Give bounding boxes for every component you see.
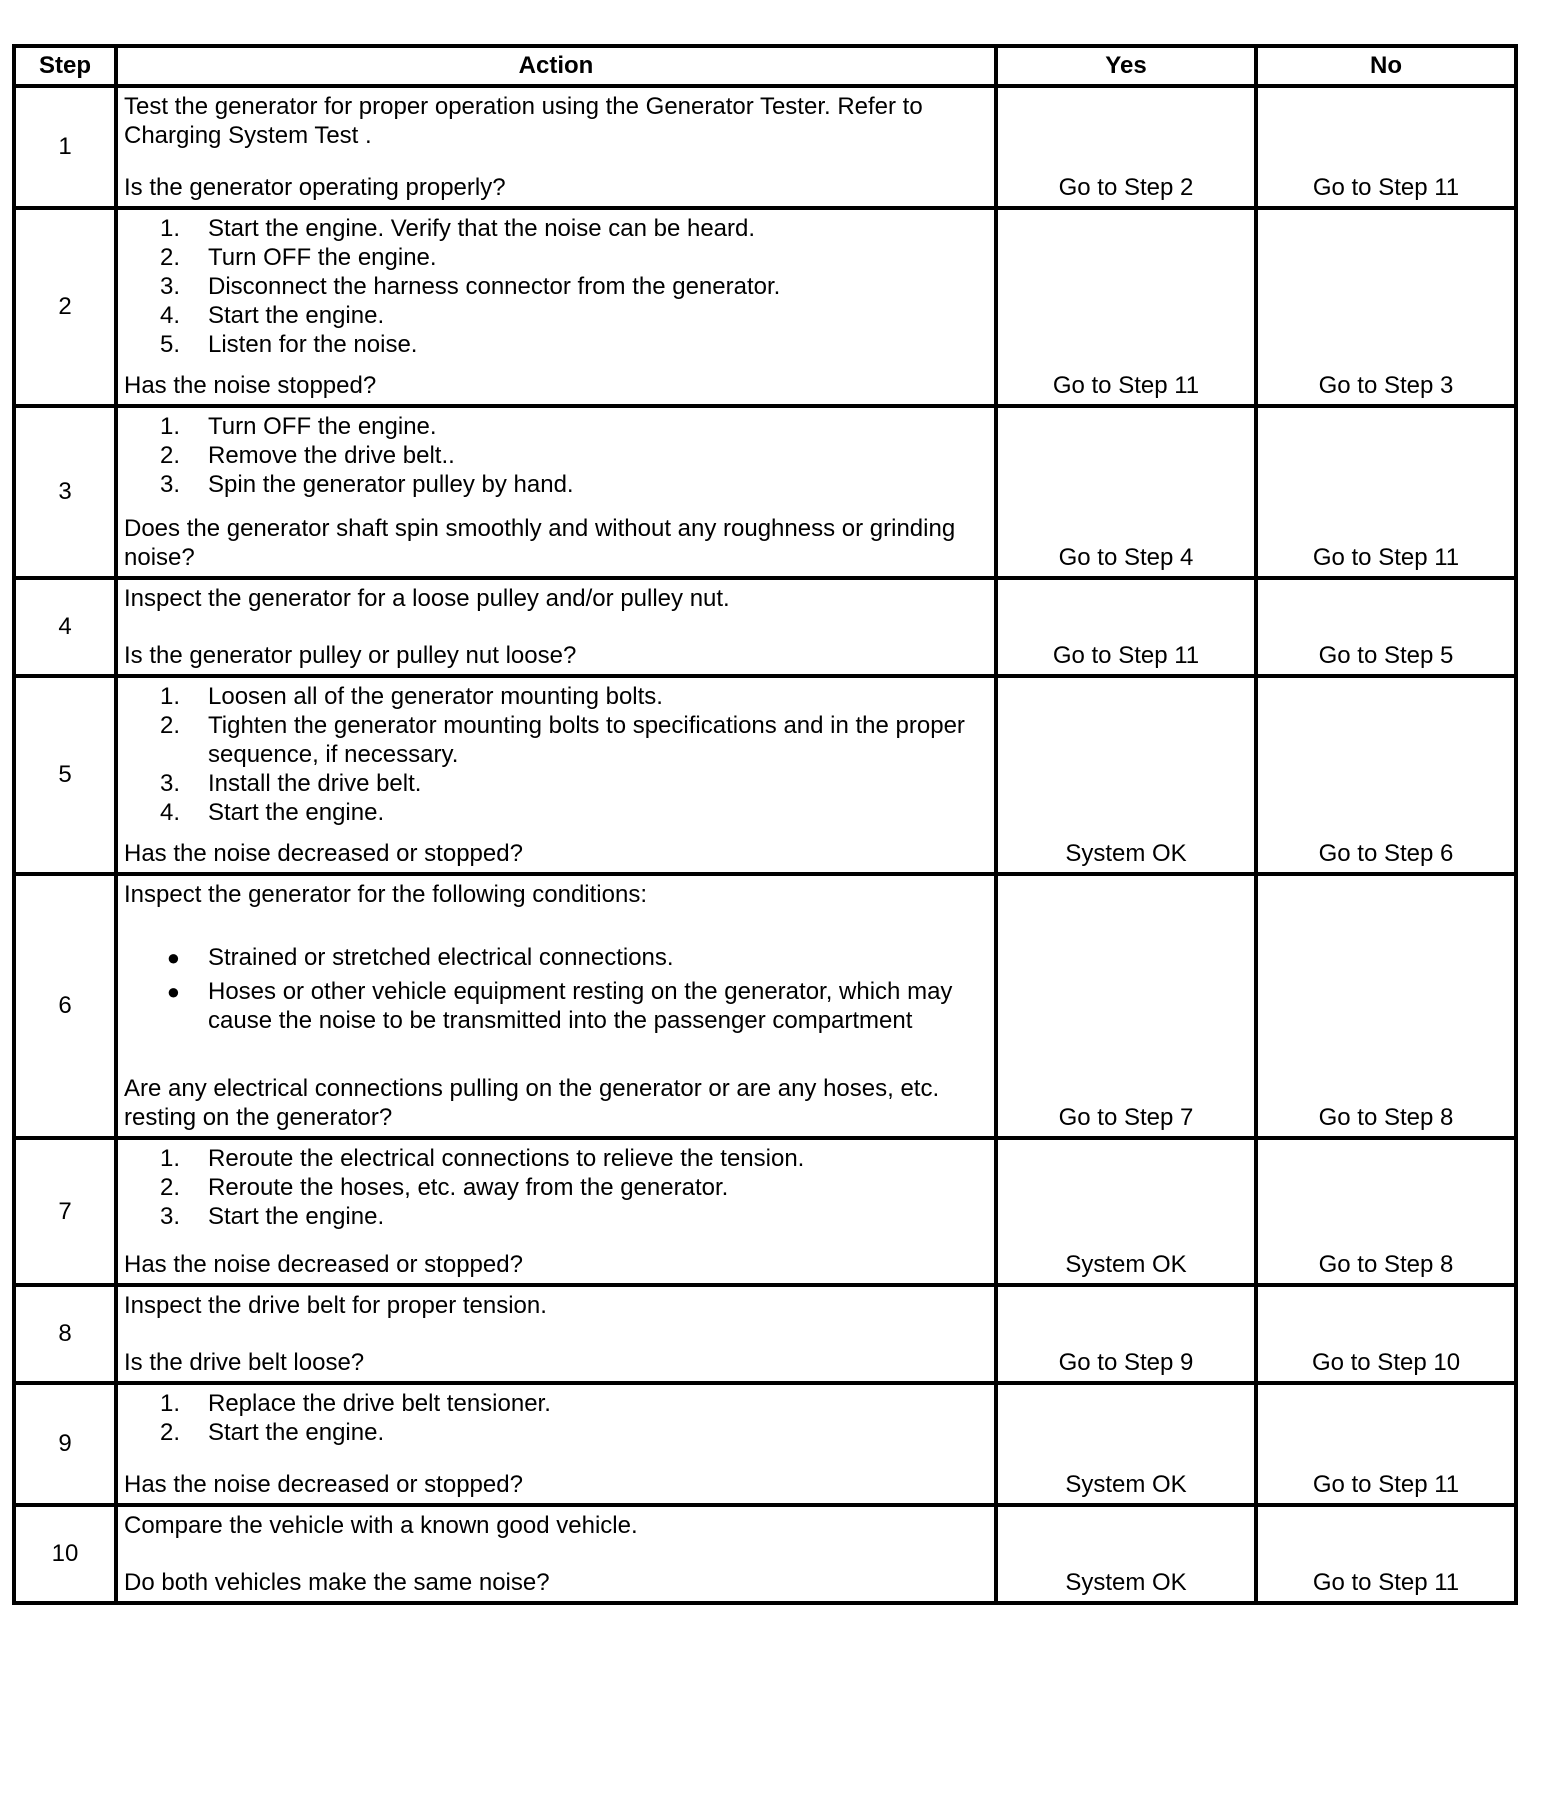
action-content <box>124 1389 988 1499</box>
diagnostic-table <box>12 44 1518 1605</box>
table-row <box>14 578 1516 676</box>
no-outcome: Go to Step 8 <box>1256 874 1516 1138</box>
list-item <box>124 301 988 330</box>
action-content <box>124 1511 988 1597</box>
action-cell <box>116 1285 996 1383</box>
list-item <box>124 214 988 243</box>
bullet-icon: ● <box>166 945 180 970</box>
list-number: 4. <box>159 799 180 826</box>
action-question: Does the generator shaft spin smoothly and without any roughness or grinding noise? <box>124 515 956 571</box>
action-content <box>124 214 988 400</box>
list-item <box>124 977 988 1035</box>
list-item <box>124 1173 988 1202</box>
action-instructions <box>124 1144 988 1231</box>
list-item-text: Start the engine. <box>208 1203 385 1230</box>
header-action: Action <box>116 46 996 86</box>
list-item <box>124 441 988 470</box>
no-outcome: Go to Step 6 <box>1256 676 1516 874</box>
numbered-list <box>124 1389 988 1447</box>
action-content <box>124 412 988 572</box>
no-outcome: Go to Step 8 <box>1256 1138 1516 1285</box>
no-outcome: Go to Step 11 <box>1256 1505 1516 1603</box>
list-item-text: Hoses or other vehicle equipment resting on the generator, which may cause the noise to be transmitted into the passenger compartment <box>208 978 953 1034</box>
numbered-list <box>124 1144 988 1231</box>
action-intro: Inspect the generator for a loose pulley and/or pulley nut. <box>124 585 730 612</box>
numbered-list <box>124 214 988 359</box>
step-number: 8 <box>14 1285 116 1383</box>
list-item-text: Disconnect the harness connector from the generator. <box>208 273 781 300</box>
action-content <box>124 92 988 202</box>
action-content <box>124 1291 988 1377</box>
bullet-icon: ● <box>166 979 180 1004</box>
action-instructions <box>124 412 988 499</box>
table-row <box>14 86 1516 208</box>
action-content <box>124 880 988 1132</box>
header-step: Step <box>14 46 116 86</box>
action-question: Is the drive belt loose? <box>124 1349 365 1376</box>
list-item-text: Start the engine. <box>208 1419 385 1446</box>
list-number: 1. <box>159 683 180 710</box>
action-instructions <box>124 1291 988 1320</box>
list-item-text: Turn OFF the engine. <box>208 244 437 271</box>
action-question: Has the noise stopped? <box>124 372 377 399</box>
list-item <box>124 470 988 499</box>
list-number: 3. <box>159 471 180 498</box>
no-outcome: Go to Step 3 <box>1256 208 1516 406</box>
action-content <box>124 1144 988 1279</box>
list-item <box>124 412 988 441</box>
list-item <box>124 272 988 301</box>
action-intro: Inspect the generator for the following conditions: <box>124 881 647 908</box>
action-question: Is the generator operating properly? <box>124 174 506 201</box>
list-number: 2. <box>159 1174 180 1201</box>
yes-outcome: System OK <box>996 1383 1256 1505</box>
action-instructions <box>124 682 988 827</box>
list-number: 3. <box>159 1203 180 1230</box>
no-outcome: Go to Step 5 <box>1256 578 1516 676</box>
header-yes: Yes <box>996 46 1256 86</box>
action-cell <box>116 874 996 1138</box>
list-item-text: Replace the drive belt tensioner. <box>208 1390 551 1417</box>
action-question: Are any electrical connections pulling on the generator or are any hoses, etc. resting on the generator? <box>124 1075 940 1131</box>
list-number: 1. <box>159 215 180 242</box>
action-content <box>124 584 988 670</box>
action-intro: Compare the vehicle with a known good vehicle. <box>124 1512 638 1539</box>
action-cell <box>116 676 996 874</box>
list-number: 1. <box>159 1390 180 1417</box>
step-number: 7 <box>14 1138 116 1285</box>
list-item <box>124 769 988 798</box>
action-intro: Inspect the drive belt for proper tension. <box>124 1292 547 1319</box>
list-number: 2. <box>159 712 180 739</box>
list-item-text: Turn OFF the engine. <box>208 413 437 440</box>
list-item <box>124 243 988 272</box>
yes-outcome: System OK <box>996 1505 1256 1603</box>
action-instructions <box>124 1389 988 1447</box>
yes-outcome: System OK <box>996 1138 1256 1285</box>
yes-outcome: System OK <box>996 676 1256 874</box>
step-number: 6 <box>14 874 116 1138</box>
list-item <box>124 1144 988 1173</box>
action-question: Has the noise decreased or stopped? <box>124 1471 523 1498</box>
list-item-text: Install the drive belt. <box>208 770 422 797</box>
list-number: 1. <box>159 413 180 440</box>
action-intro: Test the generator for proper operation using the Generator Tester. Refer to Charging System Test . <box>124 93 923 149</box>
step-number: 1 <box>14 86 116 208</box>
action-question: Do both vehicles make the same noise? <box>124 1569 550 1596</box>
yes-outcome: Go to Step 11 <box>996 578 1256 676</box>
yes-outcome: Go to Step 4 <box>996 406 1256 578</box>
yes-outcome: Go to Step 7 <box>996 874 1256 1138</box>
yes-outcome: Go to Step 11 <box>996 208 1256 406</box>
list-item-text: Strained or stretched electrical connections. <box>208 944 674 971</box>
list-item-text: Spin the generator pulley by hand. <box>208 471 574 498</box>
numbered-list <box>124 682 988 827</box>
step-number: 2 <box>14 208 116 406</box>
list-item-text: Reroute the electrical connections to relieve the tension. <box>208 1145 805 1172</box>
table-row <box>14 208 1516 406</box>
action-cell <box>116 1505 996 1603</box>
yes-outcome: Go to Step 9 <box>996 1285 1256 1383</box>
step-number: 10 <box>14 1505 116 1603</box>
list-number: 3. <box>159 770 180 797</box>
action-cell <box>116 86 996 208</box>
table-row <box>14 1505 1516 1603</box>
list-number: 2. <box>159 442 180 469</box>
header-no: No <box>1256 46 1516 86</box>
action-content <box>124 682 988 868</box>
list-item-text: Remove the drive belt.. <box>208 442 455 469</box>
action-question: Has the noise decreased or stopped? <box>124 840 523 867</box>
table-row <box>14 1138 1516 1285</box>
action-question: Has the noise decreased or stopped? <box>124 1251 523 1278</box>
list-number: 4. <box>159 302 180 329</box>
list-item-text: Listen for the noise. <box>208 331 418 358</box>
yes-outcome: Go to Step 2 <box>996 86 1256 208</box>
step-number: 5 <box>14 676 116 874</box>
table-row <box>14 874 1516 1138</box>
list-number: 5. <box>159 331 180 358</box>
list-item <box>124 1202 988 1231</box>
table-row <box>14 1383 1516 1505</box>
list-item <box>124 682 988 711</box>
numbered-list <box>124 412 988 499</box>
list-item-text: Reroute the hoses, etc. away from the generator. <box>208 1174 729 1201</box>
action-cell <box>116 208 996 406</box>
list-item-text: Start the engine. Verify that the noise can be heard. <box>208 215 756 242</box>
header-row <box>14 46 1516 86</box>
list-number: 3. <box>159 273 180 300</box>
list-item <box>124 330 988 359</box>
step-number: 9 <box>14 1383 116 1505</box>
list-item <box>124 943 988 972</box>
table-body <box>14 86 1516 1603</box>
no-outcome: Go to Step 10 <box>1256 1285 1516 1383</box>
list-item-text: Loosen all of the generator mounting bolts. <box>208 683 663 710</box>
list-item-text: Start the engine. <box>208 302 385 329</box>
table-row <box>14 676 1516 874</box>
no-outcome: Go to Step 11 <box>1256 1383 1516 1505</box>
step-number: 3 <box>14 406 116 578</box>
step-number: 4 <box>14 578 116 676</box>
action-cell <box>116 1138 996 1285</box>
action-cell <box>116 1383 996 1505</box>
action-instructions <box>124 880 988 1035</box>
list-item-text: Tighten the generator mounting bolts to specifications and in the proper sequence, if necessary. <box>208 712 965 768</box>
no-outcome: Go to Step 11 <box>1256 86 1516 208</box>
list-item <box>124 1389 988 1418</box>
action-cell <box>116 406 996 578</box>
action-instructions <box>124 92 988 150</box>
list-number: 2. <box>159 244 180 271</box>
action-instructions <box>124 214 988 359</box>
no-outcome: Go to Step 11 <box>1256 406 1516 578</box>
list-item <box>124 711 988 769</box>
action-cell <box>116 578 996 676</box>
table-row <box>14 1285 1516 1383</box>
list-item-text: Start the engine. <box>208 799 385 826</box>
action-instructions <box>124 584 988 613</box>
list-number: 1. <box>159 1145 180 1172</box>
list-item <box>124 798 988 827</box>
table-row <box>14 406 1516 578</box>
list-number: 2. <box>159 1419 180 1446</box>
action-question: Is the generator pulley or pulley nut loose? <box>124 642 577 669</box>
action-instructions <box>124 1511 988 1540</box>
bullet-list <box>124 943 988 1035</box>
list-item <box>124 1418 988 1447</box>
